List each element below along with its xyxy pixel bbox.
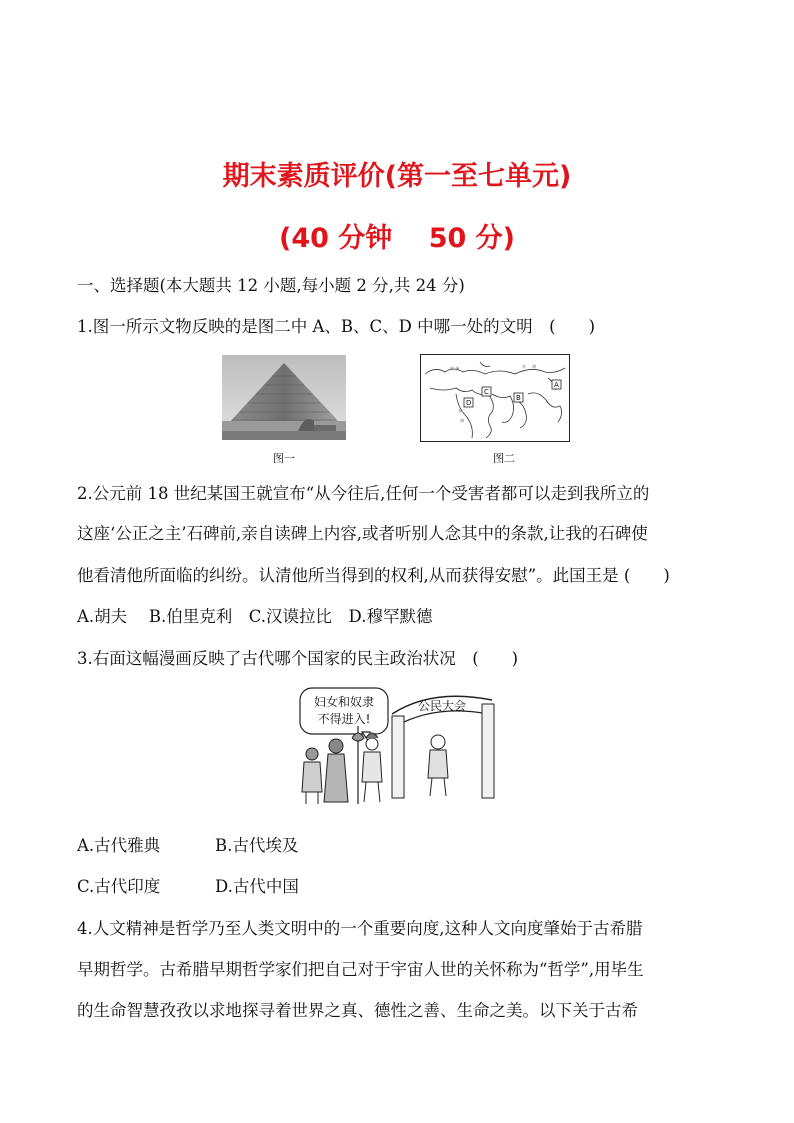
figure-1-caption: 图一 <box>273 452 295 465</box>
question-2-line-3: 他看清他所面临的纠纷。认清他所当得到的权利,从而获得安慰”。此国王是 ( ) <box>77 566 670 585</box>
question-2-options: A.胡夫 B.伯里克利 C.汉谟拉比 D.穆罕默德 <box>77 607 433 626</box>
question-3-option-d: D.古代中国 <box>215 877 299 896</box>
svg-text:洲: 洲 <box>460 418 464 423</box>
question-3-option-a: A.古代雅典 <box>77 836 161 855</box>
question-3-option-c: C.古代印度 <box>77 877 161 896</box>
map-label-a: A <box>554 381 559 389</box>
map-label-d: D <box>466 399 472 407</box>
map-label-c: C <box>484 388 489 396</box>
speech-text-line-2: 不得进入! <box>317 712 371 726</box>
question-4-line-2: 早期哲学。古希腊早期哲学家们把自己对于宇宙人世的关怀称为“哲学”,用毕生 <box>77 960 644 979</box>
figure-2-caption: 图二 <box>493 452 515 465</box>
exam-duration-score: (40 分钟 50 分) <box>278 223 516 254</box>
speech-text-line-1: 妇女和奴隶 <box>313 695 375 709</box>
question-4-line-3: 的生命智慧孜孜以求地探寻着世界之真、德性之善、生命之美。以下关于古希 <box>77 1001 638 1020</box>
gate-sign: 公民大会 <box>417 699 467 713</box>
page-title: 期末素质评价(第一至七单元) <box>222 161 572 192</box>
figure-1-pyramid-photo <box>222 355 346 440</box>
question-4-line-1: 4.人文精神是哲学乃至人类文明中的一个重要向度,这种人文向度肇始于古希腊 <box>77 919 643 938</box>
section-heading: 一、选择题(本大题共 12 小题,每小题 2 分,共 24 分) <box>77 276 465 295</box>
question-1-stem: 1.图一所示文物反映的是图二中 A、B、C、D 中哪一处的文明 ( ) <box>77 317 596 336</box>
figure-3-cartoon <box>296 686 502 812</box>
question-2-line-2: 这座‘公正之主’石碑前,亲自读碑上内容,或者听别人念其中的条款,让我的石碑使 <box>77 524 648 543</box>
figure-2-map <box>420 354 570 442</box>
svg-text:洲: 洲 <box>532 364 536 369</box>
svg-text:亚: 亚 <box>522 364 526 369</box>
svg-text:欧 洲: 欧 洲 <box>450 366 460 371</box>
question-3-stem: 3.右面这幅漫画反映了古代哪个国家的民主政治状况 ( ) <box>77 649 519 668</box>
question-3-option-b: B.古代埃及 <box>215 836 299 855</box>
map-label-b: B <box>516 394 521 402</box>
question-2-line-1: 2.公元前 18 世纪某国王就宣布“从今往后,任何一个受害者都可以走到我所立的 <box>77 484 650 503</box>
svg-text:非: 非 <box>458 408 462 413</box>
